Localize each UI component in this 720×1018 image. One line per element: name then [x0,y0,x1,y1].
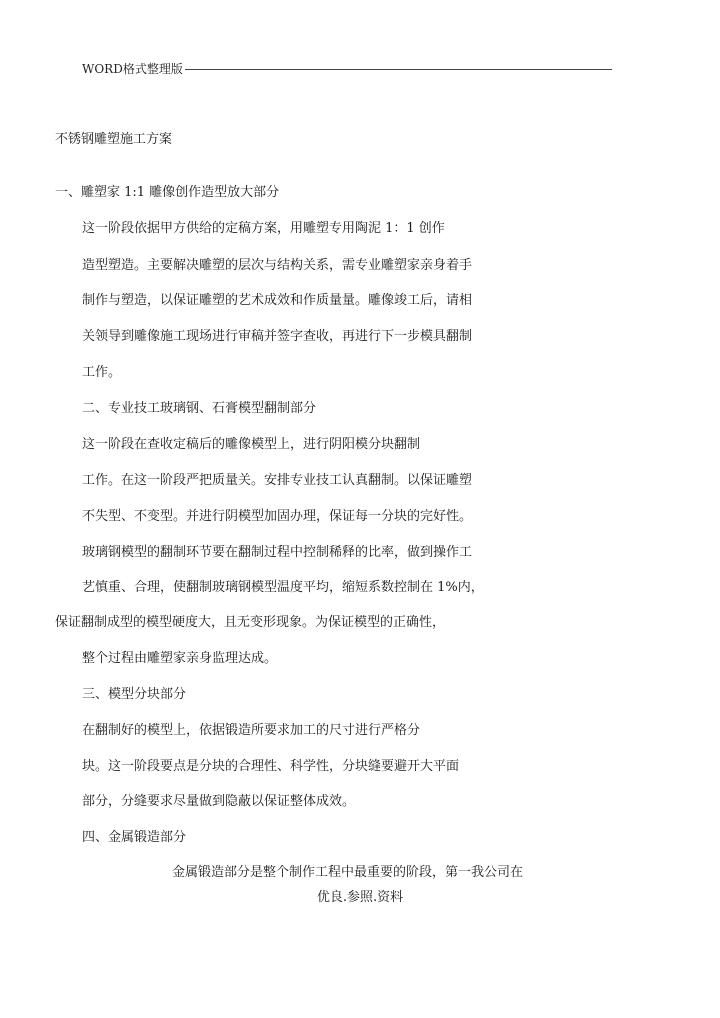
paragraph-line: 部分，分缝要求尽量做到隐蔽以保证整体成效。 [82,794,356,809]
paragraph-line: 这一阶段在查收定稿后的雕像模型上，进行阴阳模分块翻制 [82,437,421,452]
paragraph-line: 工作。在这一阶段严把质量关。安排专业技工认真翻制。以保证雕塑 [82,473,473,488]
paragraph-line: 保证翻制成型的模型硬度大，且无变形现象。为保证模型的正确性， [55,615,446,630]
document-title: 不锈钢雕塑施工方案 [55,132,173,147]
paragraph-line: 制作与塑造，以保证雕塑的艺术成效和作质量量。雕像竣工后，请相 [82,293,473,308]
section-heading: 四、金属锻造部分 [82,830,187,845]
paragraph-line: 不失型、不变型。并进行阴模型加固办理，保证每一分块的完好性。 [82,509,473,524]
paragraph-line: 金属锻造部分是整个制作工程中最重要的阶段，第一我公司在 [172,865,524,880]
page-header [82,62,612,78]
paragraph-line: 这一阶段依据甲方供给的定稿方案，用雕塑专用陶泥 1：1 创作 [82,221,445,236]
section-heading: 一、雕塑家 1:1 雕像创作造型放大部分 [55,185,280,200]
header-text: WORD格式整理版 [82,62,183,76]
paragraph-line: 艺慎重、合理，使翻制玻璃钢模型温度平均，缩短系数控制在 1%内， [82,580,484,595]
section-heading: 三、模型分块部分 [82,687,187,702]
page-footer: 优良.参照.资料 [316,890,404,905]
paragraph-line: 造型塑造。主要解决雕塑的层次与结构关系，需专业雕塑家亲身着手 [82,258,473,273]
paragraph-line: 在翻制好的模型上，依据锻造所要求加工的尺寸进行严格分 [82,723,421,738]
paragraph-line: 块。这一阶段要点是分块的合理性、科学性，分块缝要避开大平面 [82,759,460,774]
paragraph-line: 关领导到雕像施工现场进行审稿并签字查收，再进行下一步模具翻制 [82,329,473,344]
paragraph-line: 工作。 [82,365,122,380]
paragraph-line: 整个过程由雕塑家亲身监理达成。 [82,651,278,666]
section-heading: 二、专业技工玻璃钢、石膏模型翻制部分 [82,401,317,416]
paragraph-line: 玻璃钢模型的翻制环节要在翻制过程中控制稀释的比率，做到操作工 [82,545,473,560]
